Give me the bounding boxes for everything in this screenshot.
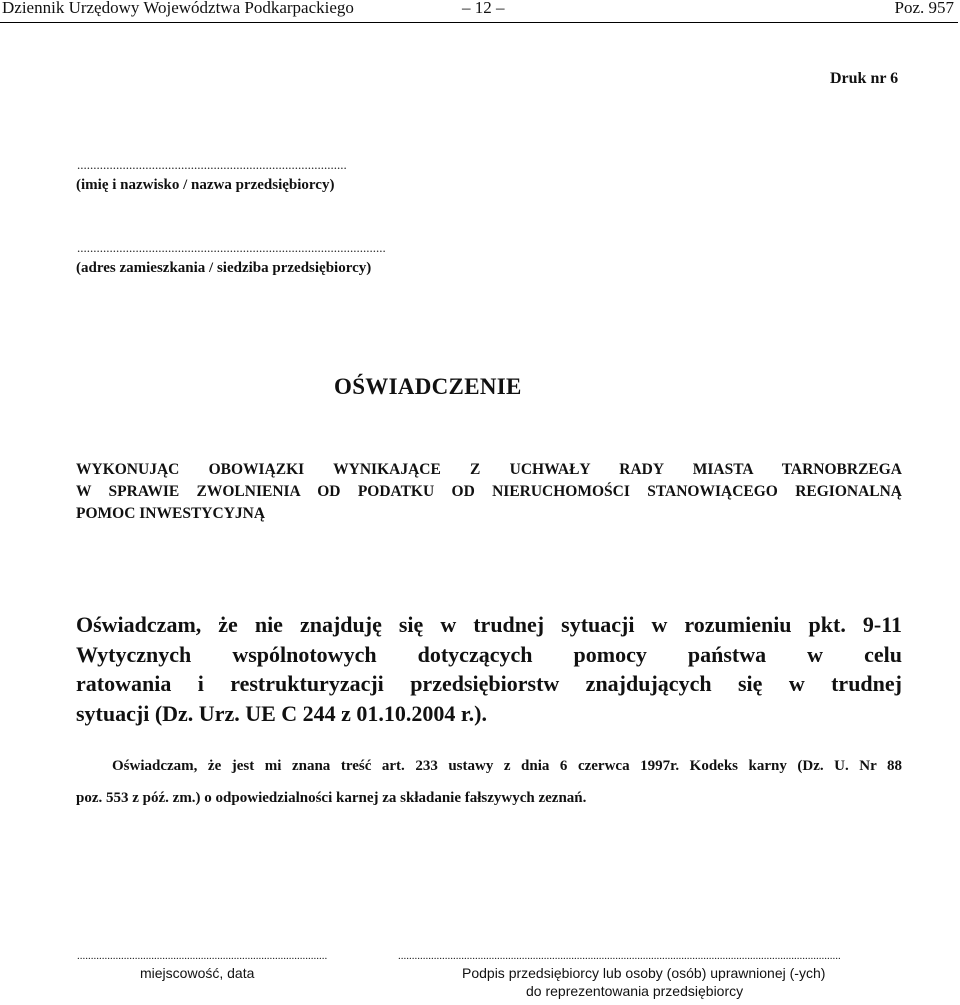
statement-paragraph [76, 610, 902, 728]
journal-title: Dziennik Urzędowy Województwa Podkarpackiego [2, 0, 354, 17]
place-date-label: miejscowość, data [140, 965, 255, 981]
page-number: – 12 – [462, 0, 505, 17]
declaration-line-1: Oświadczam, że jest mi znana treść art. 233 ustawy z dnia 6 czerwca 1997r. Kodeks karny (Dz. U. Nr 88 [112, 758, 902, 774]
signature-dots: ................................................................................................................................................................. [398, 950, 841, 962]
name-field-dots: ................................................................................... [77, 157, 347, 172]
statement-line: sytuacji (Dz. Urz. UE C 244 z 01.10.2004 r.). [76, 700, 488, 726]
header-divider [0, 22, 958, 23]
position-number: Poz. 957 [894, 0, 954, 17]
form-number: Druk nr 6 [830, 70, 899, 87]
name-field-label: (imię i nazwisko / nazwa przedsiębiorcy) [76, 177, 335, 193]
document-title: OŚWIADCZENIE [334, 374, 522, 399]
intro-line: W SPRAWIE ZWOLNIENIA OD PODATKU OD NIERUCHOMOŚCI STANOWIĄCEGO REGIONALNĄ [76, 483, 902, 500]
statement-line: ratowania i restrukturyzacji przedsiębiorstw znajdujących się w trudnej [76, 671, 902, 696]
statement-line: Wytycznych wspólnotowych dotyczących pomocy państwa w celu [76, 641, 902, 667]
statement-line: Oświadczam, że nie znajduję się w trudnej sytuacji w rozumieniu pkt. 9-11 [76, 612, 902, 637]
place-date-dots: ........................................................................................... [77, 950, 328, 962]
page-header [0, 0, 960, 24]
intro-line: POMOC INWESTYCYJNĄ [76, 505, 266, 522]
signature-label-line-1: Podpis przedsiębiorcy lub osoby (osób) uprawnionej (-ych) [462, 965, 826, 981]
address-field-label: (adres zamieszkania / siedziba przedsiębiorcy) [76, 260, 372, 276]
intro-line: WYKONUJĄC OBOWIĄZKI WYNIKAJĄCE Z UCHWAŁY RADY MIASTA TARNOBRZEGA [76, 461, 902, 478]
signature-label-line-2: do reprezentowania przedsiębiorcy [526, 983, 744, 999]
declaration-line-2: poz. 553 z póź. zm.) o odpowiedzialności karnej za składanie fałszywych zeznań. [76, 790, 587, 806]
intro-paragraph [76, 459, 902, 525]
address-field-dots: ............................................................................................... [77, 240, 386, 255]
